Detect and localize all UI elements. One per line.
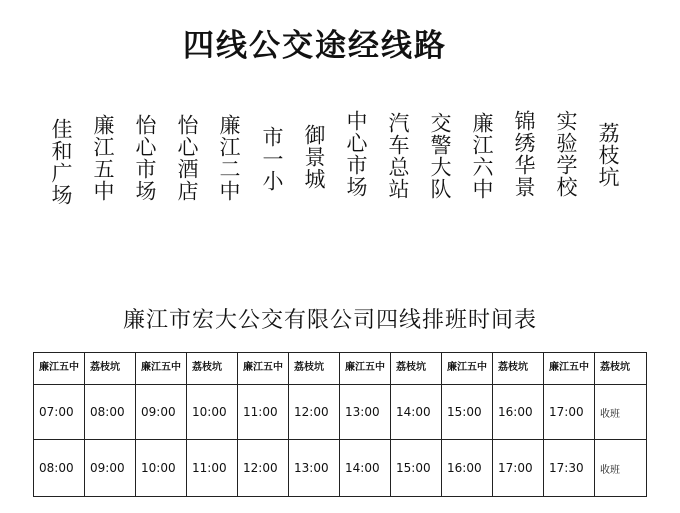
stop-name: 怡心酒店 <box>175 114 199 202</box>
stop-name: 中心市场 <box>344 110 368 198</box>
table-cell: 09:00 <box>85 440 136 497</box>
column-header: 荔枝坑 <box>493 353 544 385</box>
table-cell: 14:00 <box>340 440 391 497</box>
stop-name: 廉江六中 <box>470 112 494 200</box>
stop-name: 市一小 <box>260 126 284 192</box>
stop-name: 锦绣华景 <box>512 110 536 198</box>
table-cell: 12:00 <box>238 440 289 497</box>
column-header: 廉江五中 <box>442 353 493 385</box>
column-header: 廉江五中 <box>340 353 391 385</box>
column-header: 荔枝坑 <box>289 353 340 385</box>
column-header: 荔枝坑 <box>85 353 136 385</box>
table-row <box>34 440 647 497</box>
stop-name: 佳和广场 <box>49 118 73 206</box>
table-row <box>34 385 647 440</box>
column-header: 荔枝坑 <box>187 353 238 385</box>
table-cell: 收班 <box>595 440 647 497</box>
table-cell: 15:00 <box>442 385 493 440</box>
table-cell: 08:00 <box>34 440 85 497</box>
table-cell: 11:00 <box>238 385 289 440</box>
column-header: 廉江五中 <box>136 353 187 385</box>
schedule-title: 廉江市宏大公交有限公司四线排班时间表 <box>122 308 537 333</box>
schedule-table <box>33 352 647 497</box>
table-cell: 16:00 <box>442 440 493 497</box>
column-header: 荔枝坑 <box>391 353 442 385</box>
table-header-row <box>34 353 647 385</box>
stop-name: 交警大队 <box>428 112 452 200</box>
table-cell: 17:00 <box>544 385 595 440</box>
stop-name: 汽车总站 <box>386 112 410 200</box>
route-stops-list <box>0 110 680 220</box>
table-cell: 12:00 <box>289 385 340 440</box>
table-cell: 17:30 <box>544 440 595 497</box>
stop-name: 廉江五中 <box>91 114 115 202</box>
table-cell: 收班 <box>595 385 647 440</box>
table-cell: 17:00 <box>493 440 544 497</box>
column-header: 荔枝坑 <box>595 353 647 385</box>
table-cell: 10:00 <box>187 385 238 440</box>
stop-name: 荔枝坑 <box>596 122 620 188</box>
table-cell: 13:00 <box>289 440 340 497</box>
table-cell: 07:00 <box>34 385 85 440</box>
stop-name: 御景城 <box>302 124 326 190</box>
stop-name: 廉江二中 <box>217 114 241 202</box>
column-header: 廉江五中 <box>238 353 289 385</box>
column-header: 廉江五中 <box>34 353 85 385</box>
table-cell: 14:00 <box>391 385 442 440</box>
table-cell: 11:00 <box>187 440 238 497</box>
table-cell: 08:00 <box>85 385 136 440</box>
column-header: 廉江五中 <box>544 353 595 385</box>
table-cell: 13:00 <box>340 385 391 440</box>
stop-name: 实验学校 <box>554 110 578 198</box>
table-cell: 10:00 <box>136 440 187 497</box>
table-cell: 15:00 <box>391 440 442 497</box>
stop-name: 怡心市场 <box>133 114 157 202</box>
table-cell: 09:00 <box>136 385 187 440</box>
route-title: 四线公交途经线路 <box>183 28 447 64</box>
table-cell: 16:00 <box>493 385 544 440</box>
